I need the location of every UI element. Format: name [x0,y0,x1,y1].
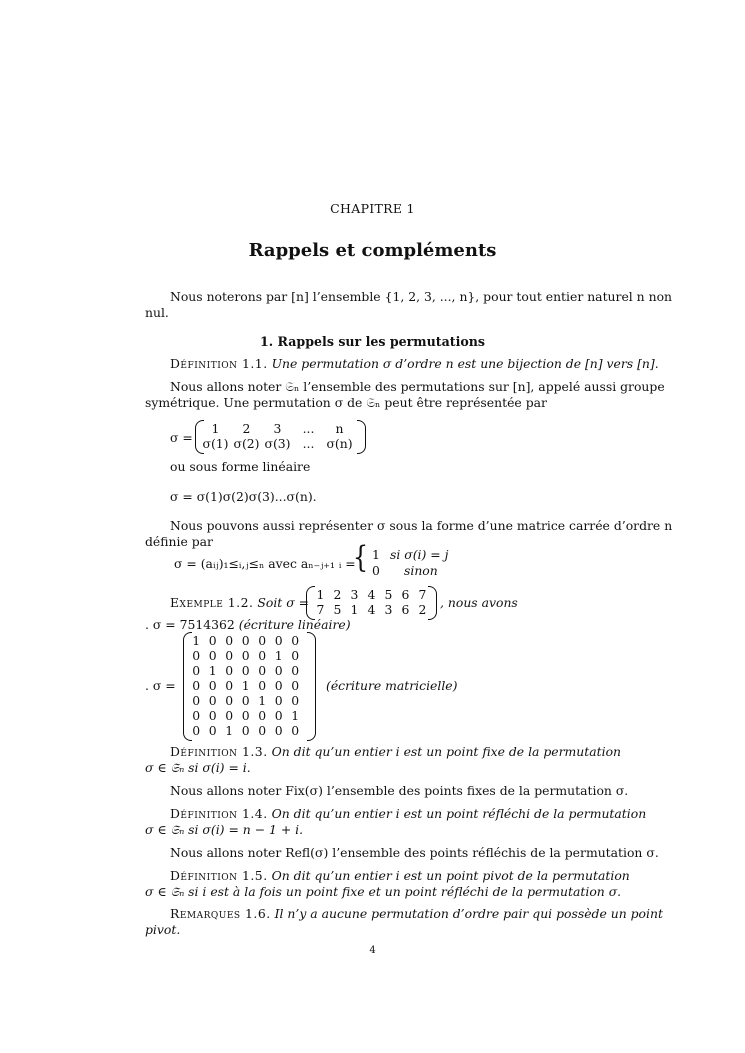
sym-line2: symétrique. Une permutation σ de 𝔖ₙ peut être représentée par [145,395,547,410]
example-right-paren [428,586,437,620]
matrix-cell: 0 [192,708,201,723]
intro-line1: Nous noterons par [n] l’ensemble {1, 2, 3, ..., n}, pour tout entier naturel n non [170,289,673,304]
definition-1-4 [170,806,646,821]
matrix-cell: 0 [241,693,250,708]
remarks-1-6 [170,906,663,921]
case2-value: 0 [372,563,380,578]
matrix-cell: 3 [273,421,282,436]
matrix-cell: 0 [274,723,283,738]
matrix-cell: 1 [350,602,359,617]
chapter-title: Rappels et compléments [248,240,497,261]
matrix-cell: 1 [211,421,220,436]
matrix-cell: 0 [291,633,300,648]
matrix-cell: ... [302,436,315,451]
case2-condition: sinon [404,563,438,578]
matrix-cell: 7 [418,587,427,602]
section-title: 1. Rappels sur les permutations [259,334,486,349]
matrix-cell: 0 [208,633,217,648]
matrix-cell: 0 [225,648,234,663]
matrix-cell: 0 [225,663,234,678]
matrix-para-line2: définie par [145,534,213,549]
definition-text: On dit qu’un entier i est un point réfléchi de la permutation [271,806,647,821]
definition-1-5 [170,868,630,883]
matrix-cell: 0 [274,663,283,678]
matrix-cell: 6 [401,587,410,602]
matrix-cell: σ(1) [202,436,229,451]
matrix-right-paren [307,632,316,741]
remarks-label: Remarques 1.6. [170,906,271,921]
matrix-cell: 0 [208,648,217,663]
right-paren [357,420,366,454]
matrix-cell: 0 [225,693,234,708]
definition-text: On dit qu’un entier i est un point fixe de la permutation [271,744,622,759]
matrix-cell: σ(3) [264,436,291,451]
matrix-cell: 0 [241,723,250,738]
matrix-cell: 1 [258,693,267,708]
matrix-cell: 0 [291,648,300,663]
matrix-cell: 6 [401,602,410,617]
matrix-cell: 0 [258,708,267,723]
matrix-cell: 0 [291,663,300,678]
matrix-row [188,663,304,678]
matrix-cell: 4 [367,602,376,617]
matrix-row [188,693,304,708]
remarks-1-6-line2: pivot. [145,922,181,937]
two-line-lhs: σ = [170,430,193,445]
definition-label: Définition 1.1. [170,356,268,371]
linear-intro: ou sous forme linéaire [170,459,311,474]
linear-example-text: . σ = 7514362 [145,617,235,632]
matrix-cell: 0 [192,678,201,693]
matrix-cell: 1 [291,708,300,723]
definition-label: Définition 1.4. [170,806,268,821]
matrix-cell: 0 [241,648,250,663]
matrix-cell: 2 [242,421,251,436]
left-brace: { [352,540,369,575]
matrix-cell: 0 [208,693,217,708]
two-line-top-row [200,421,355,436]
matrix-cell: 5 [333,602,342,617]
example-two-line [312,587,431,617]
matrix-cell: 1 [241,678,250,693]
matrix-example-note: (écriture matricielle) [326,678,458,693]
case1-condition: si σ(i) = j [390,547,449,562]
matrix-cell: 0 [225,678,234,693]
two-line-bottom-row [200,436,355,451]
matrix-cell: 2 [418,602,427,617]
matrix-cell: 0 [192,648,201,663]
definition-text: Une permutation σ d’ordre n est une bijection de [n] vers [n]. [271,356,659,371]
matrix-cell: σ(2) [233,436,260,451]
definition-1-3-line2: σ ∈ 𝔖ₙ si σ(i) = i. [145,760,251,775]
fix-paragraph: Nous allons noter Fix(σ) l’ensemble des points fixes de la permutation σ. [170,783,629,798]
linear-example-note: (écriture linéaire) [238,617,351,632]
matrix-cell: 0 [258,633,267,648]
matrix-cell: 0 [241,633,250,648]
definition-1-5-line2: σ ∈ 𝔖ₙ si i est à la fois un point fixe et un point réfléchi de la permutation σ. [145,884,622,899]
matrix-para-line1: Nous pouvons aussi représenter σ sous la forme d’une matrice carrée d’ordre n [170,518,673,533]
definition-text: On dit qu’un entier i est un point pivot de la permutation [271,868,630,883]
matrix-cell: 0 [241,663,250,678]
example-lead: Soit σ = [257,595,309,610]
matrix-cell: 3 [350,587,359,602]
matrix-cell: 4 [367,587,376,602]
matrix-cell: 0 [274,693,283,708]
definition-1-4-line2: σ ∈ 𝔖ₙ si σ(i) = n − 1 + i. [145,822,304,837]
matrix-cell: 0 [225,708,234,723]
matrix-row [188,678,304,693]
matrix-cell: n [335,421,344,436]
matrix-row [188,648,304,663]
matrix-cell: 0 [208,708,217,723]
chapter-label: CHAPITRE 1 [330,201,415,216]
remarks-text: Il n’y a aucune permutation d’ordre pair qui possède un point [274,906,663,921]
definition-1-3 [170,744,621,759]
matrix-cell: 0 [192,693,201,708]
matrix-cell: 0 [291,723,300,738]
matrix-cell: 0 [274,708,283,723]
matrix-example-lead: . σ = [145,678,176,693]
matrix-row [188,708,304,723]
matrix-cell: 0 [258,678,267,693]
matrix-cell: 0 [225,633,234,648]
matrix-cell: 1 [274,648,283,663]
matrix-cell: 1 [316,587,325,602]
matrix-row [188,723,304,738]
definition-1-1 [170,356,659,371]
matrix-cell: 0 [274,633,283,648]
page-number: 4 [369,945,376,956]
definition-label: Définition 1.5. [170,868,268,883]
intro-line2: nul. [145,305,169,320]
definition-label: Définition 1.3. [170,744,268,759]
matrix-cell: 7 [316,602,325,617]
matrix-cell: 0 [192,723,201,738]
matrix-def-lhs: σ = (aᵢⱼ)₁≤ᵢ,ⱼ≤ₙ avec aₙ₋ⱼ₊₁ ᵢ = [174,556,356,571]
matrix-cell: 1 [208,663,217,678]
matrix-cell: 0 [274,678,283,693]
matrix-cell: 0 [258,723,267,738]
case1-value: 1 [372,547,380,562]
refl-paragraph: Nous allons noter Refl(σ) l’ensemble des points réfléchis de la permutation σ. [170,845,659,860]
example-tail: , nous avons [440,595,518,610]
linear-formula: σ = σ(1)σ(2)σ(3)...σ(n). [170,489,317,504]
matrix-cell: 0 [291,693,300,708]
permutation-matrix [188,633,304,738]
matrix-cell: 0 [258,648,267,663]
matrix-cell: 0 [291,678,300,693]
example-top-row [312,587,431,602]
linear-example [145,617,351,632]
example-1-2 [170,595,309,610]
matrix-cell: 1 [192,633,201,648]
matrix-cell: 0 [208,678,217,693]
matrix-cell: 0 [258,663,267,678]
matrix-cell: 2 [333,587,342,602]
example-label: Exemple 1.2. [170,595,254,610]
matrix-cell: 5 [384,587,393,602]
matrix-cell: ... [302,421,315,436]
matrix-cell: 0 [208,723,217,738]
matrix-cell: 0 [192,663,201,678]
matrix-cell: 1 [225,723,234,738]
sym-line1: Nous allons noter 𝔖ₙ l’ensemble des permutations sur [n], appelé aussi groupe [170,379,665,394]
matrix-cell: 0 [241,708,250,723]
matrix-cell: σ(n) [326,436,353,451]
two-line-matrix [200,421,355,451]
matrix-row [188,633,304,648]
example-bottom-row [312,602,431,617]
matrix-cell: 3 [384,602,393,617]
